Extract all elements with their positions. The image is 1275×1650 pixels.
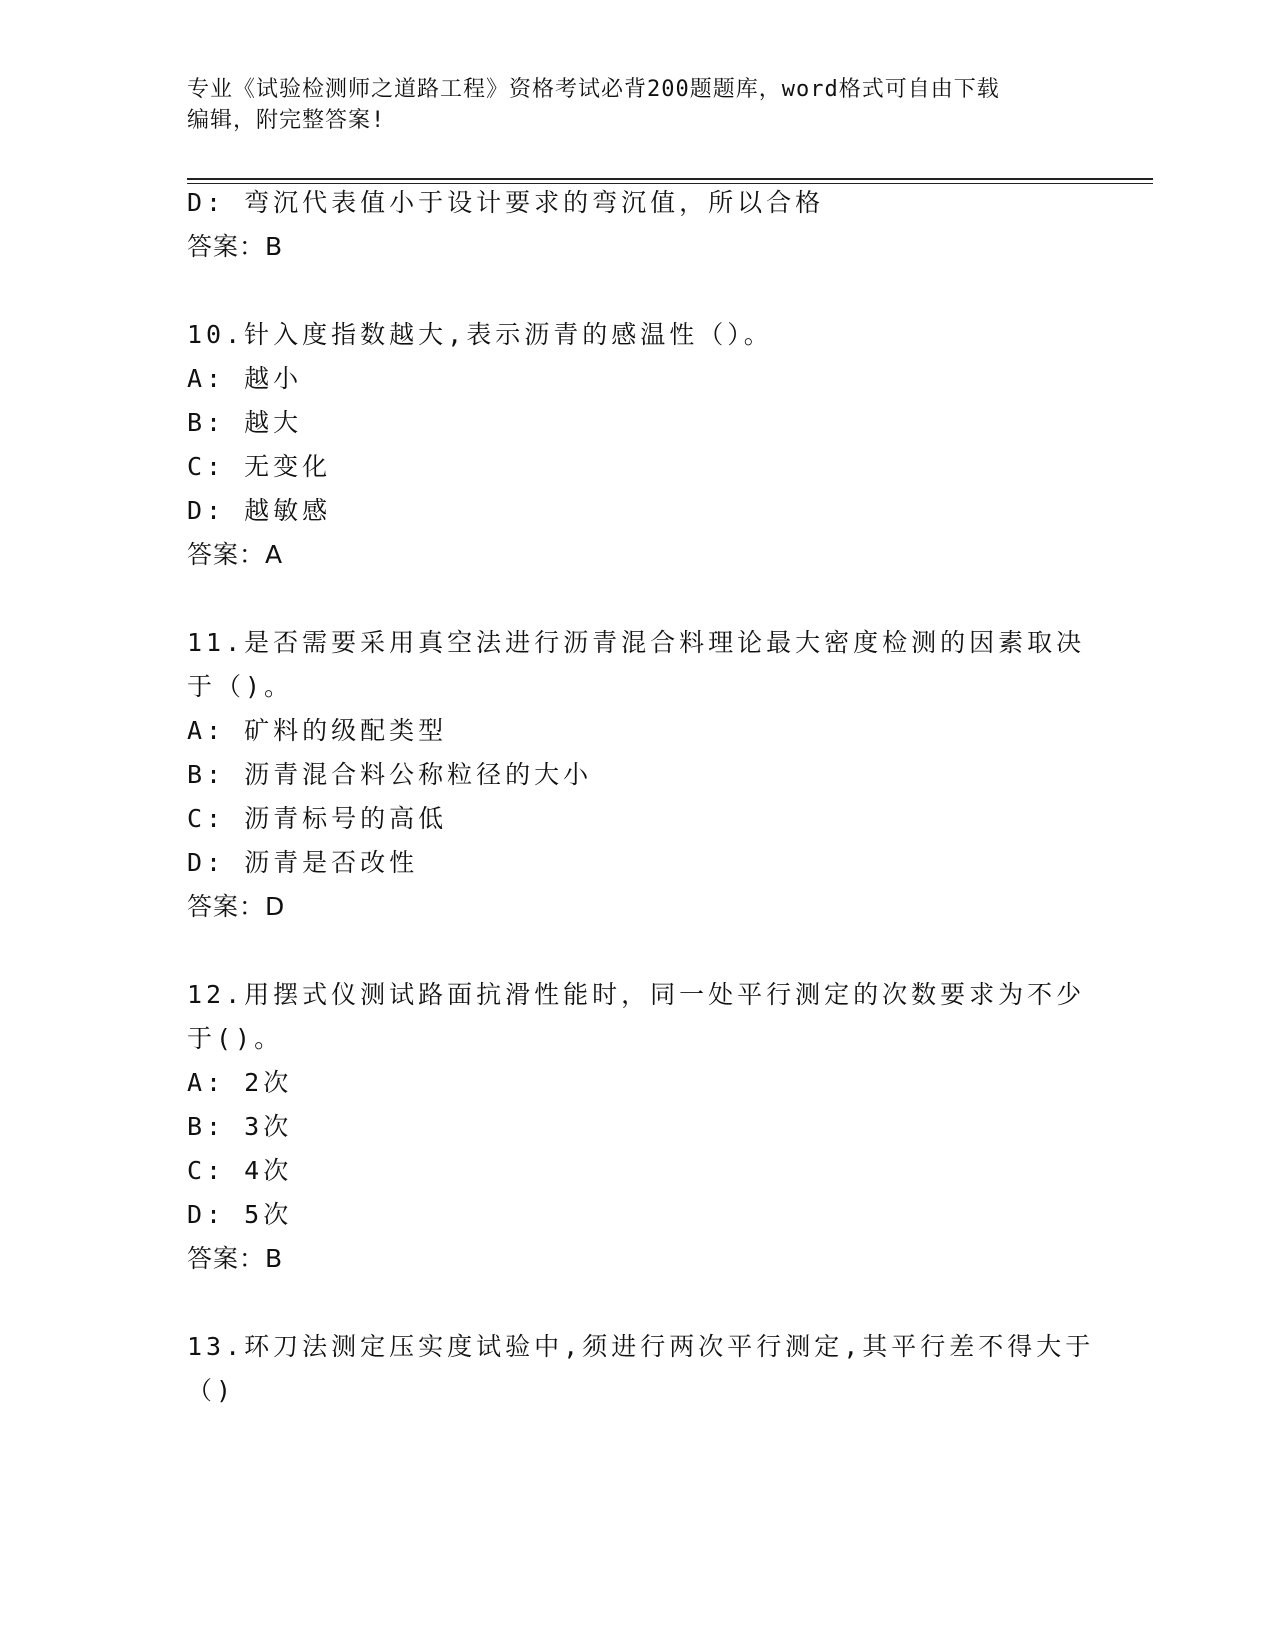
document-header (187, 74, 1087, 136)
q11-option-a: A: 矿料的级配类型 (187, 716, 448, 745)
q10-stem: 10.针入度指数越大,表示沥青的感温性（）。 (187, 320, 773, 349)
header-title-line-2: 编辑，附完整答案! (187, 108, 386, 133)
q12-stem-line-1: 12.用摆式仪测试路面抗滑性能时，同一处平行测定的次数要求为不少 (187, 980, 1086, 1009)
prev-option-d: D: 弯沉代表值小于设计要求的弯沉值，所以合格 (187, 188, 825, 217)
q10-option-a: A: 越小 (187, 364, 303, 393)
q11-stem-line-2: 于（)。 (187, 672, 294, 701)
q11-option-c: C: 沥青标号的高低 (187, 804, 448, 833)
q11-option-b: B: 沥青混合料公称粒径的大小 (187, 760, 593, 789)
q10-option-d: D: 越敏感 (187, 496, 332, 525)
q11-option-d: D: 沥青是否改性 (187, 848, 419, 877)
header-divider-thick (187, 178, 1153, 180)
q12-answer: 答案：B (187, 1244, 284, 1273)
q10-option-c: C: 无变化 (187, 452, 332, 481)
q10-answer: 答案：A (187, 540, 284, 569)
header-title-line-1: 专业《试验检测师之道路工程》资格考试必背200题题库，word格式可自由下载 (187, 77, 1000, 102)
q13-stem-line-1: 13.环刀法测定压实度试验中,须进行两次平行测定,其平行差不得大于 (187, 1332, 1095, 1361)
q11-answer: 答案：D (187, 892, 286, 921)
q12-option-b: B: 3次 (187, 1112, 293, 1141)
q13-stem-line-2: （) (187, 1376, 236, 1405)
q12-option-a: A: 2次 (187, 1068, 293, 1097)
header-divider-thin (187, 183, 1153, 184)
q12-option-c: C: 4次 (187, 1156, 293, 1185)
q11-stem-line-1: 11.是否需要采用真空法进行沥青混合料理论最大密度检测的因素取决 (187, 628, 1086, 657)
q12-stem-line-2: 于()。 (187, 1024, 284, 1053)
prev-answer: 答案：B (187, 232, 284, 261)
q10-option-b: B: 越大 (187, 408, 303, 437)
q12-option-d: D: 5次 (187, 1200, 293, 1229)
